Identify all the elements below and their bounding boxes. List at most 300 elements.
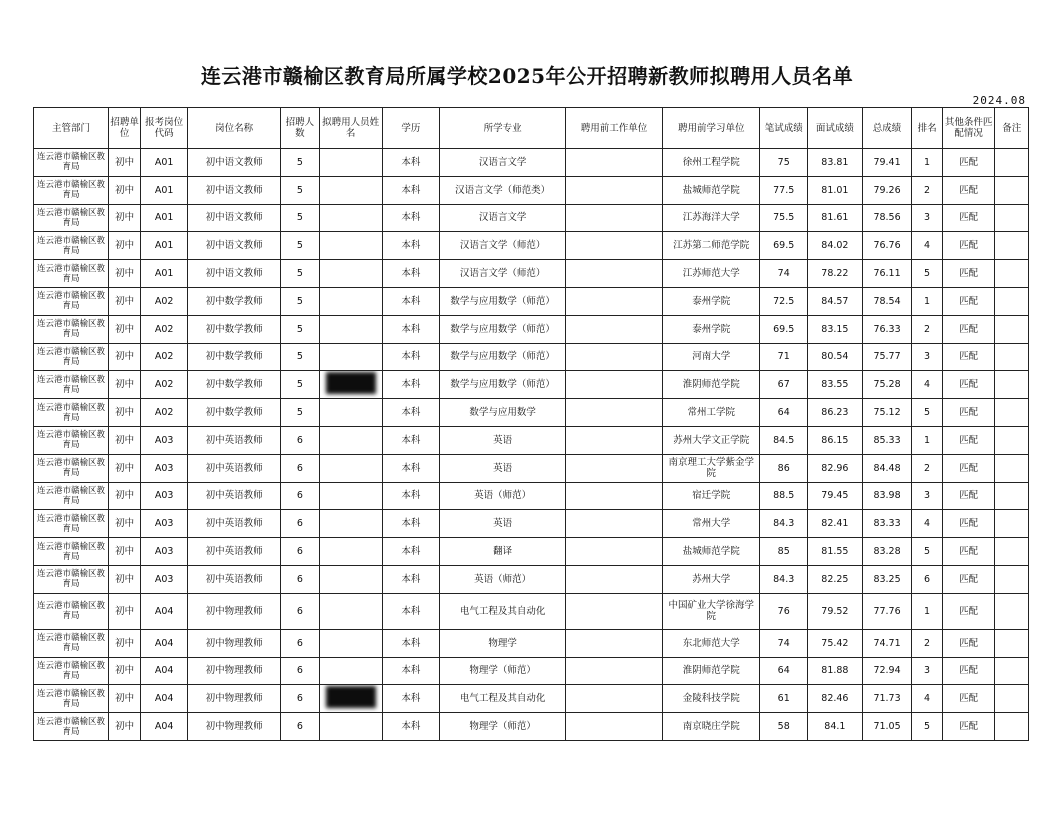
- cell-school: 徐州工程学院: [663, 149, 760, 177]
- cell-rank: 2: [912, 454, 942, 482]
- table-row: [34, 713, 1029, 741]
- cell-school: 常州大学: [663, 510, 760, 538]
- cell-interview: 75.42: [808, 629, 863, 657]
- col-header-school: 聘用前学习单位: [663, 108, 760, 149]
- cell-note: [995, 482, 1029, 510]
- cell-note: [995, 426, 1029, 454]
- cell-school: 淮阴师范学院: [663, 657, 760, 685]
- cell-major: 汉语言文学: [440, 149, 566, 177]
- cell-unit: 初中: [108, 426, 140, 454]
- cell-dept: 连云港市赣榆区教育局: [34, 315, 109, 343]
- cell-count: 6: [281, 565, 320, 593]
- cell-school: 盐城师范学院: [663, 538, 760, 566]
- cell-name: [319, 399, 382, 427]
- cell-count: 6: [281, 657, 320, 685]
- cell-interview: 86.23: [808, 399, 863, 427]
- cell-written: 88.5: [760, 482, 808, 510]
- cell-written: 69.5: [760, 232, 808, 260]
- cell-work: [565, 399, 662, 427]
- cell-code: A02: [141, 315, 188, 343]
- cell-major: 英语: [440, 454, 566, 482]
- cell-dept: 连云港市赣榆区教育局: [34, 482, 109, 510]
- cell-other: 匹配: [942, 713, 995, 741]
- cell-code: A04: [141, 629, 188, 657]
- cell-edu: 本科: [382, 565, 440, 593]
- cell-rank: 3: [912, 657, 942, 685]
- cell-count: 5: [281, 260, 320, 288]
- cell-dept: 连云港市赣榆区教育局: [34, 204, 109, 232]
- cell-name: [319, 482, 382, 510]
- cell-name: [319, 657, 382, 685]
- cell-major: 汉语言文学: [440, 204, 566, 232]
- cell-note: [995, 538, 1029, 566]
- cell-total: 84.48: [862, 454, 912, 482]
- cell-post: 初中英语教师: [187, 565, 280, 593]
- cell-other: 匹配: [942, 315, 995, 343]
- cell-post: 初中语文教师: [187, 149, 280, 177]
- cell-major: 汉语言文学（师范）: [440, 260, 566, 288]
- cell-work: [565, 232, 662, 260]
- cell-major: 数学与应用数学（师范）: [440, 343, 566, 371]
- cell-rank: 2: [912, 315, 942, 343]
- cell-note: [995, 657, 1029, 685]
- cell-major: 数学与应用数学（师范）: [440, 287, 566, 315]
- cell-edu: 本科: [382, 260, 440, 288]
- cell-post: 初中数学教师: [187, 399, 280, 427]
- table-row: [34, 538, 1029, 566]
- cell-written: 71: [760, 343, 808, 371]
- cell-dept: 连云港市赣榆区教育局: [34, 538, 109, 566]
- cell-unit: 初中: [108, 371, 140, 399]
- cell-other: 匹配: [942, 287, 995, 315]
- cell-major: 翻译: [440, 538, 566, 566]
- table-row: [34, 399, 1029, 427]
- cell-written: 75: [760, 149, 808, 177]
- cell-note: [995, 204, 1029, 232]
- cell-edu: 本科: [382, 685, 440, 713]
- cell-edu: 本科: [382, 399, 440, 427]
- cell-written: 69.5: [760, 315, 808, 343]
- cell-written: 74: [760, 260, 808, 288]
- cell-interview: 83.81: [808, 149, 863, 177]
- cell-rank: 5: [912, 538, 942, 566]
- cell-post: 初中数学教师: [187, 287, 280, 315]
- cell-rank: 1: [912, 426, 942, 454]
- cell-work: [565, 538, 662, 566]
- redaction-mark: [326, 344, 376, 366]
- cell-interview: 80.54: [808, 343, 863, 371]
- cell-written: 74: [760, 629, 808, 657]
- cell-edu: 本科: [382, 371, 440, 399]
- col-header-count: 招聘人数: [281, 108, 320, 149]
- cell-other: 匹配: [942, 260, 995, 288]
- cell-interview: 79.45: [808, 482, 863, 510]
- cell-written: 85: [760, 538, 808, 566]
- cell-dept: 连云港市赣榆区教育局: [34, 685, 109, 713]
- cell-unit: 初中: [108, 510, 140, 538]
- table-row: [34, 149, 1029, 177]
- cell-interview: 82.41: [808, 510, 863, 538]
- cell-edu: 本科: [382, 315, 440, 343]
- cell-count: 5: [281, 287, 320, 315]
- redaction-mark: [326, 483, 376, 505]
- cell-work: [565, 454, 662, 482]
- cell-interview: 82.25: [808, 565, 863, 593]
- cell-interview: 84.02: [808, 232, 863, 260]
- cell-count: 5: [281, 149, 320, 177]
- cell-count: 5: [281, 204, 320, 232]
- cell-dept: 连云港市赣榆区教育局: [34, 713, 109, 741]
- cell-unit: 初中: [108, 343, 140, 371]
- cell-work: [565, 426, 662, 454]
- cell-unit: 初中: [108, 287, 140, 315]
- cell-code: A02: [141, 343, 188, 371]
- cell-other: 匹配: [942, 343, 995, 371]
- cell-note: [995, 315, 1029, 343]
- cell-unit: 初中: [108, 176, 140, 204]
- cell-post: 初中语文教师: [187, 176, 280, 204]
- cell-unit: 初中: [108, 232, 140, 260]
- cell-edu: 本科: [382, 538, 440, 566]
- cell-rank: 6: [912, 565, 942, 593]
- cell-written: 75.5: [760, 204, 808, 232]
- cell-code: A01: [141, 260, 188, 288]
- cell-major: 英语（师范）: [440, 482, 566, 510]
- cell-note: [995, 629, 1029, 657]
- cell-interview: 83.15: [808, 315, 863, 343]
- document-date: 2024.08: [972, 94, 1026, 107]
- cell-written: 72.5: [760, 287, 808, 315]
- cell-post: 初中语文教师: [187, 232, 280, 260]
- redaction-mark: [326, 372, 376, 394]
- cell-other: 匹配: [942, 685, 995, 713]
- table-row: [34, 565, 1029, 593]
- cell-other: 匹配: [942, 454, 995, 482]
- cell-school: 江苏第二师范学院: [663, 232, 760, 260]
- cell-name: [319, 232, 382, 260]
- cell-interview: 81.01: [808, 176, 863, 204]
- table-row: [34, 343, 1029, 371]
- cell-note: [995, 713, 1029, 741]
- cell-edu: 本科: [382, 204, 440, 232]
- cell-post: 初中英语教师: [187, 426, 280, 454]
- cell-other: 匹配: [942, 371, 995, 399]
- cell-other: 匹配: [942, 538, 995, 566]
- cell-edu: 本科: [382, 629, 440, 657]
- redaction-mark: [326, 567, 376, 589]
- cell-total: 71.73: [862, 685, 912, 713]
- cell-dept: 连云港市赣榆区教育局: [34, 629, 109, 657]
- cell-total: 83.28: [862, 538, 912, 566]
- cell-other: 匹配: [942, 149, 995, 177]
- cell-school: 盐城师范学院: [663, 176, 760, 204]
- personnel-table: [33, 107, 1029, 741]
- cell-count: 6: [281, 593, 320, 629]
- cell-post: 初中语文教师: [187, 260, 280, 288]
- cell-rank: 5: [912, 713, 942, 741]
- cell-code: A04: [141, 685, 188, 713]
- cell-work: [565, 343, 662, 371]
- cell-code: A01: [141, 149, 188, 177]
- cell-interview: 83.55: [808, 371, 863, 399]
- cell-major: 英语: [440, 426, 566, 454]
- cell-code: A04: [141, 713, 188, 741]
- cell-dept: 连云港市赣榆区教育局: [34, 176, 109, 204]
- redaction-mark: [326, 428, 376, 450]
- cell-total: 71.05: [862, 713, 912, 741]
- cell-unit: 初中: [108, 454, 140, 482]
- cell-interview: 82.46: [808, 685, 863, 713]
- cell-work: [565, 482, 662, 510]
- cell-post: 初中数学教师: [187, 315, 280, 343]
- redaction-mark: [326, 631, 376, 653]
- cell-school: 金陵科技学院: [663, 685, 760, 713]
- cell-name: [319, 315, 382, 343]
- cell-dept: 连云港市赣榆区教育局: [34, 287, 109, 315]
- cell-written: 84.3: [760, 565, 808, 593]
- cell-name: [319, 371, 382, 399]
- cell-total: 74.71: [862, 629, 912, 657]
- cell-other: 匹配: [942, 204, 995, 232]
- cell-name: [319, 149, 382, 177]
- cell-school: 南京晓庄学院: [663, 713, 760, 741]
- cell-total: 83.98: [862, 482, 912, 510]
- redaction-mark: [326, 233, 376, 255]
- cell-interview: 81.55: [808, 538, 863, 566]
- cell-total: 79.26: [862, 176, 912, 204]
- cell-post: 初中英语教师: [187, 454, 280, 482]
- cell-note: [995, 287, 1029, 315]
- cell-edu: 本科: [382, 343, 440, 371]
- cell-name: [319, 538, 382, 566]
- cell-unit: 初中: [108, 149, 140, 177]
- cell-total: 72.94: [862, 657, 912, 685]
- cell-name: [319, 176, 382, 204]
- cell-rank: 1: [912, 149, 942, 177]
- table-row: [34, 287, 1029, 315]
- cell-count: 5: [281, 343, 320, 371]
- table-row: [34, 629, 1029, 657]
- redaction-mark: [326, 658, 376, 680]
- cell-post: 初中英语教师: [187, 482, 280, 510]
- cell-edu: 本科: [382, 454, 440, 482]
- col-header-work: 聘用前工作单位: [565, 108, 662, 149]
- cell-dept: 连云港市赣榆区教育局: [34, 371, 109, 399]
- cell-code: A03: [141, 454, 188, 482]
- cell-major: 物理学（师范）: [440, 713, 566, 741]
- cell-work: [565, 315, 662, 343]
- cell-other: 匹配: [942, 426, 995, 454]
- cell-edu: 本科: [382, 482, 440, 510]
- cell-work: [565, 371, 662, 399]
- cell-unit: 初中: [108, 685, 140, 713]
- cell-dept: 连云港市赣榆区教育局: [34, 593, 109, 629]
- cell-work: [565, 685, 662, 713]
- redaction-mark: [326, 599, 376, 621]
- cell-unit: 初中: [108, 482, 140, 510]
- cell-work: [565, 204, 662, 232]
- cell-dept: 连云港市赣榆区教育局: [34, 657, 109, 685]
- cell-unit: 初中: [108, 593, 140, 629]
- cell-count: 5: [281, 371, 320, 399]
- cell-written: 58: [760, 713, 808, 741]
- cell-note: [995, 176, 1029, 204]
- cell-count: 5: [281, 232, 320, 260]
- cell-work: [565, 713, 662, 741]
- cell-note: [995, 565, 1029, 593]
- cell-dept: 连云港市赣榆区教育局: [34, 399, 109, 427]
- cell-school: 河南大学: [663, 343, 760, 371]
- cell-total: 78.56: [862, 204, 912, 232]
- cell-name: [319, 713, 382, 741]
- cell-unit: 初中: [108, 713, 140, 741]
- cell-note: [995, 343, 1029, 371]
- cell-rank: 3: [912, 343, 942, 371]
- cell-total: 76.33: [862, 315, 912, 343]
- cell-major: 汉语言文学（师范类）: [440, 176, 566, 204]
- page-title: 连云港市赣榆区教育局所属学校2025年公开招聘新教师拟聘用人员名单: [200, 64, 854, 88]
- cell-post: 初中物理教师: [187, 629, 280, 657]
- cell-rank: 1: [912, 593, 942, 629]
- cell-edu: 本科: [382, 713, 440, 741]
- cell-other: 匹配: [942, 232, 995, 260]
- cell-count: 6: [281, 713, 320, 741]
- cell-other: 匹配: [942, 657, 995, 685]
- cell-count: 5: [281, 399, 320, 427]
- redaction-mark: [326, 261, 376, 283]
- cell-interview: 79.52: [808, 593, 863, 629]
- cell-major: 汉语言文学（师范）: [440, 232, 566, 260]
- cell-major: 英语: [440, 510, 566, 538]
- cell-rank: 2: [912, 176, 942, 204]
- cell-work: [565, 176, 662, 204]
- col-header-name: 拟聘用人员姓名: [319, 108, 382, 149]
- cell-unit: 初中: [108, 204, 140, 232]
- cell-school: 中国矿业大学徐海学院: [663, 593, 760, 629]
- cell-total: 76.11: [862, 260, 912, 288]
- cell-unit: 初中: [108, 565, 140, 593]
- cell-name: [319, 454, 382, 482]
- cell-major: 数学与应用数学: [440, 399, 566, 427]
- cell-name: [319, 629, 382, 657]
- cell-school: 苏州大学文正学院: [663, 426, 760, 454]
- redaction-mark: [326, 714, 376, 736]
- cell-interview: 78.22: [808, 260, 863, 288]
- cell-edu: 本科: [382, 593, 440, 629]
- header-row: [34, 108, 1029, 149]
- cell-unit: 初中: [108, 315, 140, 343]
- cell-rank: 4: [912, 371, 942, 399]
- redaction-mark: [326, 205, 376, 227]
- cell-interview: 81.88: [808, 657, 863, 685]
- col-header-note: 备注: [995, 108, 1029, 149]
- cell-major: 英语（师范）: [440, 565, 566, 593]
- cell-dept: 连云港市赣榆区教育局: [34, 454, 109, 482]
- cell-work: [565, 510, 662, 538]
- redaction-mark: [326, 400, 376, 422]
- cell-total: 75.12: [862, 399, 912, 427]
- table-row: [34, 315, 1029, 343]
- cell-written: 61: [760, 685, 808, 713]
- cell-work: [565, 657, 662, 685]
- cell-school: 南京理工大学紫金学院: [663, 454, 760, 482]
- cell-post: 初中物理教师: [187, 685, 280, 713]
- cell-name: [319, 287, 382, 315]
- cell-code: A01: [141, 176, 188, 204]
- cell-count: 5: [281, 176, 320, 204]
- cell-other: 匹配: [942, 399, 995, 427]
- cell-code: A04: [141, 593, 188, 629]
- cell-rank: 1: [912, 287, 942, 315]
- cell-other: 匹配: [942, 593, 995, 629]
- cell-other: 匹配: [942, 629, 995, 657]
- cell-rank: 2: [912, 629, 942, 657]
- cell-total: 83.25: [862, 565, 912, 593]
- cell-work: [565, 149, 662, 177]
- cell-rank: 3: [912, 482, 942, 510]
- cell-interview: 82.96: [808, 454, 863, 482]
- cell-rank: 3: [912, 204, 942, 232]
- cell-post: 初中数学教师: [187, 343, 280, 371]
- cell-code: A04: [141, 657, 188, 685]
- redaction-mark: [326, 289, 376, 311]
- redaction-mark: [326, 150, 376, 172]
- cell-count: 6: [281, 685, 320, 713]
- cell-interview: 84.1: [808, 713, 863, 741]
- cell-code: A03: [141, 565, 188, 593]
- table-row: [34, 232, 1029, 260]
- cell-dept: 连云港市赣榆区教育局: [34, 565, 109, 593]
- cell-total: 75.28: [862, 371, 912, 399]
- cell-interview: 81.61: [808, 204, 863, 232]
- cell-name: [319, 426, 382, 454]
- cell-note: [995, 232, 1029, 260]
- cell-total: 85.33: [862, 426, 912, 454]
- cell-interview: 86.15: [808, 426, 863, 454]
- cell-name: [319, 593, 382, 629]
- cell-post: 初中英语教师: [187, 538, 280, 566]
- cell-work: [565, 565, 662, 593]
- table-row: [34, 685, 1029, 713]
- table-row: [34, 426, 1029, 454]
- cell-name: [319, 565, 382, 593]
- cell-name: [319, 510, 382, 538]
- cell-total: 77.76: [862, 593, 912, 629]
- cell-edu: 本科: [382, 426, 440, 454]
- col-header-written: 笔试成绩: [760, 108, 808, 149]
- cell-unit: 初中: [108, 399, 140, 427]
- cell-major: 物理学（师范）: [440, 657, 566, 685]
- cell-edu: 本科: [382, 510, 440, 538]
- cell-code: A01: [141, 232, 188, 260]
- cell-note: [995, 510, 1029, 538]
- col-header-other: 其他条件匹配情况: [942, 108, 995, 149]
- cell-rank: 4: [912, 510, 942, 538]
- cell-note: [995, 685, 1029, 713]
- cell-note: [995, 454, 1029, 482]
- col-header-dept: 主管部门: [34, 108, 109, 149]
- cell-written: 67: [760, 371, 808, 399]
- table-row: [34, 371, 1029, 399]
- table-row: [34, 454, 1029, 482]
- cell-count: 6: [281, 510, 320, 538]
- cell-note: [995, 149, 1029, 177]
- table-row: [34, 510, 1029, 538]
- cell-post: 初中数学教师: [187, 371, 280, 399]
- cell-count: 6: [281, 538, 320, 566]
- redaction-mark: [326, 539, 376, 561]
- cell-count: 6: [281, 426, 320, 454]
